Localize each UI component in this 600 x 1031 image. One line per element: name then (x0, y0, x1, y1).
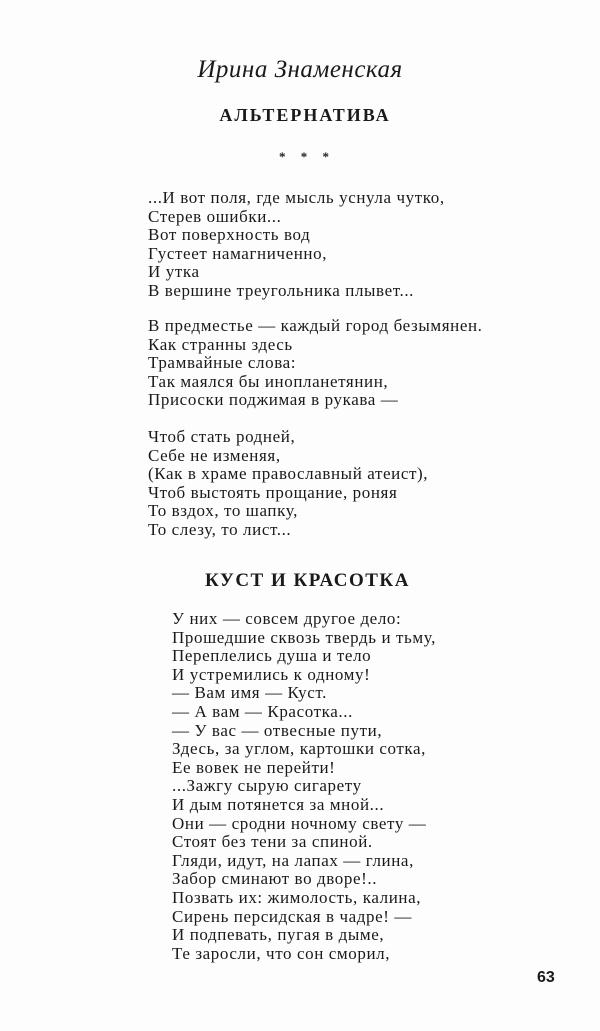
poem-line: Ее вовек не перейти! (172, 757, 336, 777)
stanza-3 (148, 428, 428, 540)
poem-line: ...И вот поля, где мысль уснула чутко, (148, 188, 445, 207)
poem-line: То вздох, то шапку, (148, 501, 298, 521)
poem-line: То слезу, то лист... (148, 519, 292, 539)
poem-line: Те заросли, что сон сморил, (172, 943, 391, 963)
poem-line: Вот поверхность вод (148, 225, 311, 245)
poem-title-kust-i-krasotka: КУСТ И КРАСОТКА (205, 570, 410, 591)
poem-line: Сирень персидская в чадре! — (172, 906, 412, 926)
poem-line: — А вам — Красотка... (172, 701, 353, 721)
poem-line: И дым потянется за мной... (172, 794, 385, 814)
poem-line: Прошедшие сквозь твердь и тьму, (172, 627, 437, 647)
author-name: Ирина Знаменская (197, 56, 403, 83)
poem-line: Стоят без тени за спиной. (172, 832, 373, 852)
poem-line: Забор сминают во дворе!.. (172, 869, 378, 889)
poem-line: Переплелись душа и тело (172, 646, 372, 666)
stanza-1 (148, 189, 445, 301)
section-separator: * * * (279, 149, 335, 164)
poem-line: Здесь, за углом, картошки сотка, (172, 739, 427, 759)
poem-line: В вершине треугольника плывет... (148, 280, 415, 300)
poem-line: — У вас — отвесные пути, (172, 720, 383, 740)
poem-line: В предместье — каждый город безымянен. (148, 316, 483, 335)
poem2-body (172, 610, 436, 963)
page-number: 63 (537, 969, 555, 986)
poem-line: Трамвайные слова: (148, 353, 297, 373)
poem-line: И утка (148, 262, 200, 282)
poem-line: ...Зажгу сырую сигарету (172, 776, 362, 796)
poem-line: Чтоб выстоять прощание, роняя (148, 482, 398, 502)
poem-line: Чтоб стать родней, (148, 427, 296, 446)
poem-line: (Как в храме православный атеист), (148, 464, 429, 484)
poem-line: — Вам имя — Куст. (172, 683, 328, 703)
poem-line: И подпевать, пугая в дыме, (172, 925, 385, 945)
poem-line: Гляди, идут, на лапах — глина, (172, 850, 414, 870)
poem-line: Стерев ошибки... (148, 206, 282, 226)
poem-line: Как странны здесь (148, 334, 293, 354)
poem-line: Так маялся бы инопланетянин, (148, 371, 389, 391)
poem-line: Густеет намагниченно, (148, 243, 328, 263)
poem-line: Позвать их: жимолость, калина, (172, 887, 422, 907)
poem-line: И устремились к одному! (172, 664, 371, 684)
poem-title-alternativa: АЛЬТЕРНАТИВА (219, 105, 391, 125)
poem-line: У них — совсем другое дело: (172, 609, 402, 628)
poem-line: Себе не изменяя, (148, 445, 281, 465)
stanza-2 (148, 317, 483, 410)
poem-line: Присоски поджимая в рукава — (148, 390, 399, 410)
poem-line: Они — сродни ночному свету — (172, 813, 427, 833)
